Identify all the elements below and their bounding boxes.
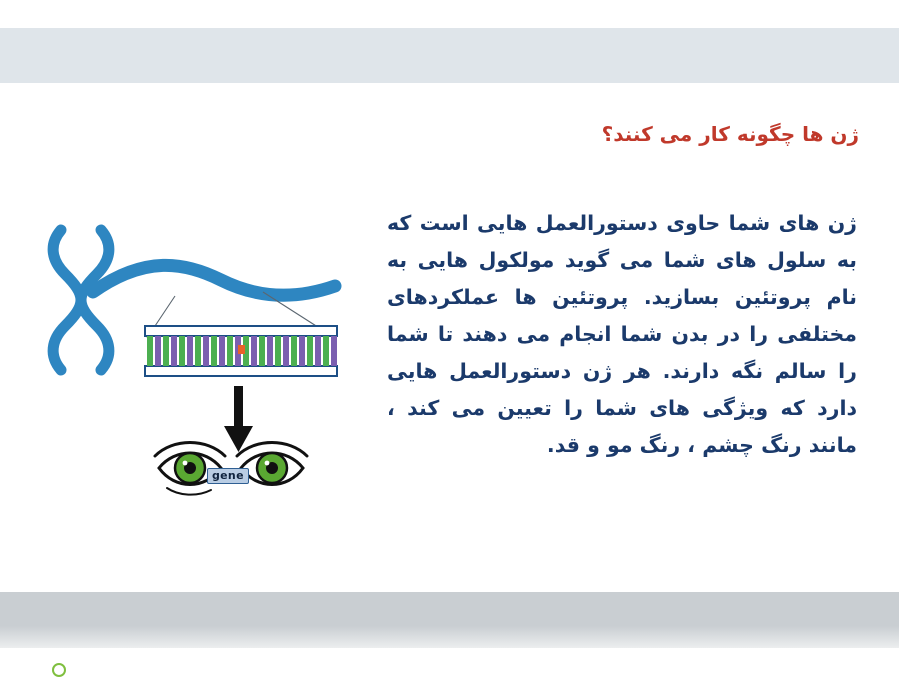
- footer-white-band: [0, 648, 899, 675]
- gene-diagram-svg: [35, 200, 355, 520]
- mutation-marker: [238, 345, 245, 354]
- body-paragraph: ژن های شما حاوی دستورالعمل هایی است که به سلول های شما می گوید مولکول هایی به نام پروتئین بسازید. پروتئین ها عملکردهای مختلفی را در بدن شما انجام می دهند تا شما را سالم نگه دارند. هر ژن دستورالعمل هایی دارد که ویژگی های شما را تعیین می کند ، مانند رنگ چشم ، رنگ مو و قد.: [387, 211, 857, 457]
- top-grey-band: [0, 28, 899, 83]
- left-margin: [0, 83, 10, 592]
- gene-label: gene: [207, 468, 249, 484]
- top-white-band: [0, 0, 899, 28]
- down-arrow-icon: [224, 386, 253, 452]
- footer-grey-band: [0, 592, 899, 626]
- dna-sequence-icon: [145, 326, 337, 376]
- chromosome-icon: [53, 230, 133, 370]
- footer-gradient-band: [0, 626, 899, 648]
- dna-ribbon-icon: [93, 265, 335, 295]
- page-title: ژن ها چگونه کار می کنند؟: [601, 122, 859, 146]
- gene-diagram: [35, 200, 355, 520]
- right-margin: [889, 83, 899, 592]
